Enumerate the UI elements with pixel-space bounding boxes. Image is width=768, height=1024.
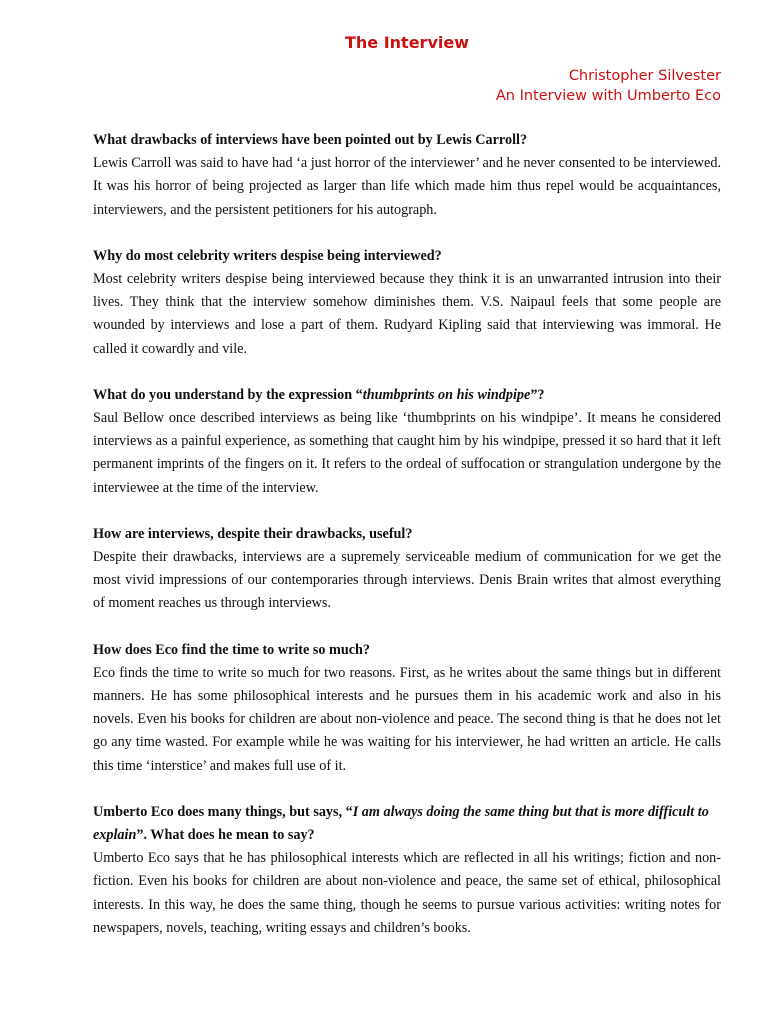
question-quote: I am always doing the same thing but that is more difficult to explain (93, 803, 709, 844)
question-text: Why do most celebrity writers despise being interviewed? (93, 247, 442, 264)
question-quote: thumbprints on his windpipe (362, 386, 531, 403)
qa-block-5 (93, 639, 721, 778)
question-text-pre: What do you understand by the expression “ (93, 386, 363, 403)
question-text-pre: Umberto Eco does many things, but says, “ (93, 803, 353, 820)
question-text-post: ”. What does he mean to say? (136, 827, 315, 844)
qa-content (93, 129, 721, 963)
qa-block-2 (93, 245, 721, 361)
qa-block-4 (93, 523, 721, 616)
question-text: How are interviews, despite their drawbacks, useful? (93, 525, 413, 542)
qa-block-6 (93, 801, 721, 940)
author-name: Christopher Silvester (568, 68, 721, 84)
document-title: The Interview (344, 33, 469, 52)
question-text (93, 801, 721, 847)
question-text: How does Eco find the time to write so much? (93, 641, 371, 658)
answer-text: Most celebrity writers despise being interviewed because they think it is an unwarranted intrusion into their lives. They think that the interview somehow diminishes them. V.S. Naipaul feels that some people are wounded by interviews and lose a part of them. Rudyard Kipling said that interviewing was immoral. He called it cowardly and vile. (93, 271, 721, 357)
question-text (93, 384, 721, 407)
answer-text: Lewis Carroll was said to have had ‘a just horror of the interviewer’ and he never consented to be interviewed. It was his horror of being projected as larger than life which made him thus repel would be acquaintances, interviewers, and the persistent petitioners for his autograph. (93, 155, 721, 218)
answer-text: Despite their drawbacks, interviews are a supremely serviceable medium of communication for we get the most vivid impressions of our contemporaries through interviews. Denis Brain writes that almost everything of moment reaches us through interviews. (93, 549, 721, 612)
qa-block-1 (93, 129, 721, 222)
answer-text: Saul Bellow once described interviews as being like ‘thumbprints on his windpipe’. It means he considered interviews as a painful experience, as something that caught him by his windpipe, pressed it so hard that it left permanent imprints of the fingers on it. It refers to the ordeal of suffocation or strangulation undergone by the interviewee at the time of the interview. (93, 410, 721, 496)
answer-text: Umberto Eco says that he has philosophical interests which are reflected in all his writings; fiction and non-fiction. Even his books for children are about non-violence and peace, the same set of ethical, philosophical interests. In this way, he does the same thing, though he seems to pursue various activities: writing notes for newspapers, novels, teaching, writing essays and children’s books. (93, 850, 721, 936)
question-text-post: ”? (530, 386, 545, 403)
question-text: What drawbacks of interviews have been pointed out by Lewis Carroll? (93, 132, 528, 148)
qa-block-3 (93, 384, 721, 500)
document-subtitle: An Interview with Umberto Eco (495, 88, 721, 104)
answer-text: Eco finds the time to write so much for two reasons. First, as he writes about the same things but in different manners. He has some philosophical interests and he pursues them in his academic work and also in his novels. Even his books for children are about non-violence and peace. The second thing is that he does not let go any time wasted. For example while he was waiting for his interviewer, he had written an article. He calls this time ‘interstice’ and makes full use of it. (93, 664, 721, 774)
